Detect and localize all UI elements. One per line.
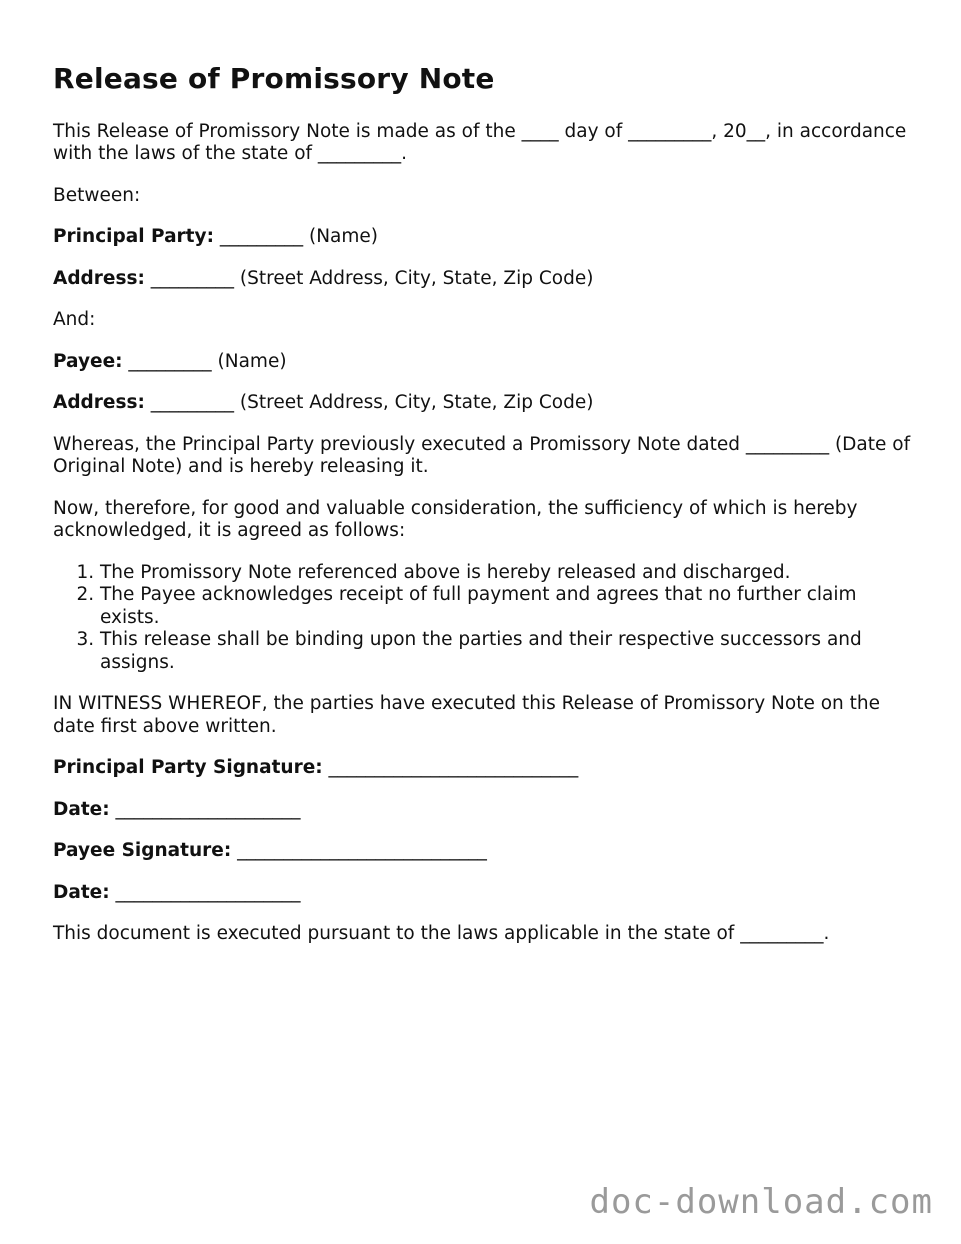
principal-address-label: Address: <box>53 267 145 289</box>
document-page <box>53 62 913 965</box>
between-label: Between: <box>53 184 141 206</box>
principal-signature-line <box>53 757 913 780</box>
payee-signature-label: Payee Signature: <box>53 840 232 862</box>
principal-address-value: _________ (Street Address, City, State, Zip Code) <box>144 267 594 289</box>
payee-date-blank: ____________________ <box>109 881 301 903</box>
payee-signature-line <box>53 840 913 863</box>
and-label: And: <box>53 309 96 331</box>
principal-date-line <box>53 799 913 822</box>
intro-paragraph: This Release of Promissory Note is made as of the ____ day of _________, 20__, in accordance with the laws of the state of _________. <box>53 120 907 165</box>
principal-address-line <box>53 268 913 291</box>
principal-date-blank: ____________________ <box>109 798 301 820</box>
payee-address-value: _________ (Street Address, City, State, Zip Code) <box>144 392 594 414</box>
payee-address-line <box>53 392 913 415</box>
witness-paragraph: IN WITNESS WHEREOF, the parties have executed this Release of Promissory Note on the date first above written. <box>53 693 880 737</box>
term-item: 3. This release shall be binding upon the parties and their respective successors and assigns. <box>100 629 913 674</box>
terms-list <box>53 562 913 675</box>
principal-party-label: Principal Party: <box>53 226 214 248</box>
payee-signature-blank: ___________________________ <box>231 840 487 862</box>
principal-party-line <box>53 226 913 249</box>
term-item: 1. The Promissory Note referenced above is hereby released and discharged. <box>100 562 913 585</box>
payee-line <box>53 351 913 374</box>
payee-label: Payee: <box>53 350 123 372</box>
payee-date-label: Date: <box>53 881 110 903</box>
principal-date-label: Date: <box>53 798 110 820</box>
whereas-paragraph: Whereas, the Principal Party previously executed a Promissory Note dated _________ (Date of Original Note) and is hereby releasing it. <box>53 433 911 478</box>
principal-signature-label: Principal Party Signature: <box>53 757 323 779</box>
governing-law-paragraph: This document is executed pursuant to the laws applicable in the state of _________. <box>53 923 830 945</box>
term-item: 2. The Payee acknowledges receipt of full payment and agrees that no further claim exists. <box>100 584 913 629</box>
principal-signature-blank: ___________________________ <box>322 757 579 779</box>
now-therefore-paragraph: Now, therefore, for good and valuable consideration, the sufficiency of which is hereby acknowledged, it is agreed as follows: <box>53 497 858 542</box>
watermark: doc-download.com <box>589 1182 933 1222</box>
document-title: Release of Promissory Note <box>53 62 495 95</box>
payee-address-label: Address: <box>53 392 145 414</box>
principal-party-value: _________ (Name) <box>213 226 379 248</box>
payee-date-line <box>53 882 913 905</box>
payee-value: _________ (Name) <box>122 350 287 372</box>
